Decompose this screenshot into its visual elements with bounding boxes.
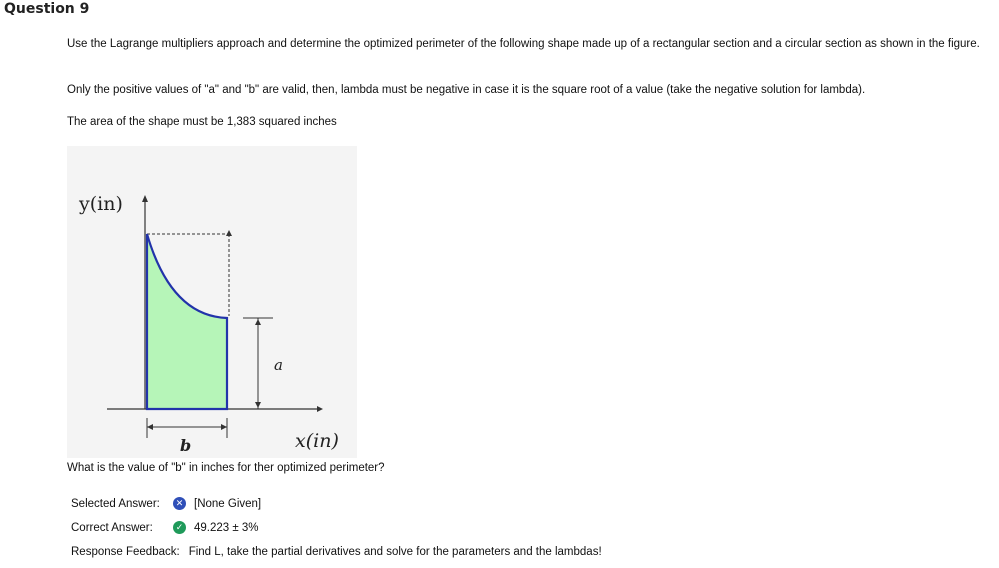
question-title: Question 9 [4,1,90,17]
selected-answer-label: Selected Answer: [71,497,160,510]
correct-answer-value: 49.223 ± 3% [194,521,259,534]
selected-answer-value: [None Given] [194,497,262,510]
shape-diagram [67,146,357,458]
response-feedback-value: Find L, take the partial derivatives and solve for the parameters and the lambdas! [188,546,602,558]
selected-answer-row [71,497,261,510]
question-ask-text: What is the value of "b" in inches for ther optimized perimeter? [67,462,385,474]
a-dim-arrow-down [255,402,261,408]
b-label: b [180,436,192,455]
question-intro-text: Use the Lagrange multipliers approach and determine the optimized perimeter of the following shape made up of a rectangular section and a circular section as shown in the figure. [67,38,980,50]
correct-answer-label: Correct Answer: [71,521,153,534]
x-axis-label: x(in) [295,430,339,452]
question-constraint-text: Only the positive values of "a" and "b" are valid, then, lambda must be negative in case it is the square root of a value (take the negative solution for lambda). [67,84,866,96]
a-label: a [274,356,283,374]
correct-answer-row [71,521,259,534]
incorrect-icon: ✕ [173,497,186,510]
response-feedback-label: Response Feedback: [71,546,180,558]
y-axis-label: y(in) [79,193,123,215]
dashed-arrow [226,230,232,236]
shape-figure [67,146,357,458]
x-axis-arrow [317,406,323,412]
b-dim-arrow-right [221,424,227,430]
a-dim-arrow-up [255,319,261,325]
y-axis-arrow [142,195,148,202]
correct-check-icon: ✓ [173,521,186,534]
question-area-text: The area of the shape must be 1,383 squared inches [67,116,337,128]
shape-region [147,234,227,409]
response-feedback-row [71,546,602,558]
b-dim-arrow-left [147,424,153,430]
